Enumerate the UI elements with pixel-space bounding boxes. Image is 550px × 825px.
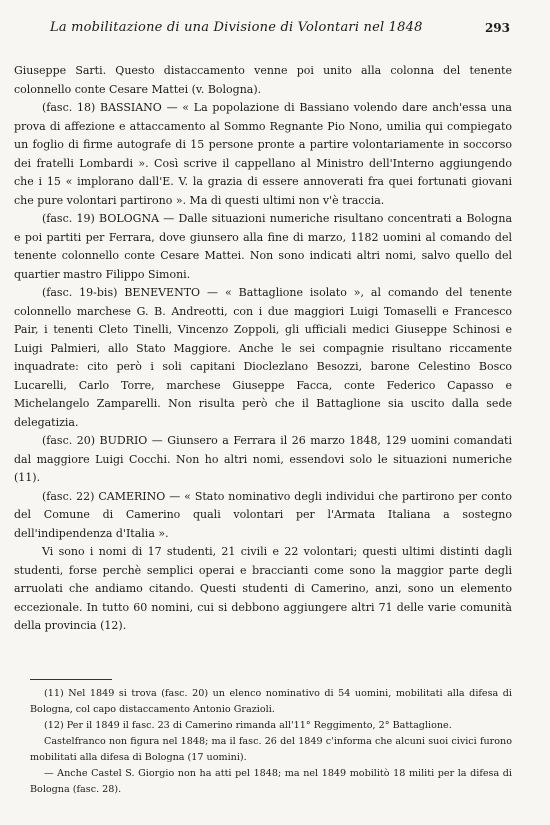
paragraph-sarti: Giuseppe Sarti. Questo distaccamento venne poi unito alla colonna del tenente colonnello conte Cesare Mattei (v. Bologna). bbox=[14, 64, 512, 96]
paragraph-bassiano: (fasc. 18) BASSIANO — « La popolazione di Bassiano volendo dare anch'essa una prova di affezione e attaccamento al Sommo Regnante Pio Nono, umilia qui compiegato un foglio di firme autografe di 15 persone pronte a partire volontariamente in soccorso dei fratelli Lombardi ». Così scrive il cappellano al Ministro dell'Interno aggiungendo che i 15 « implorano dall'E. V. la grazia di essere annoverati fra quei fortunati giovani che pure volontari partirono ». Ma di questi ultimi non v'è traccia. bbox=[14, 101, 512, 207]
paragraph-studenti: Vi sono i nomi di 17 studenti, 21 civili e 22 volontari; questi ultimi distinti dagli studenti, forse perchè semplici operai e braccianti come sono la maggior parte degli arruolati che andiamo citando. Questi studenti di Camerino, anzi, sono un elemento eccezionale. In tutto 60 nomini, cui si debbono aggiungere altri 71 delle varie comunità della provincia (12). bbox=[14, 545, 512, 632]
page-header bbox=[50, 20, 510, 44]
page-number: 293 bbox=[484, 21, 510, 35]
paragraph-budrio: (fasc. 20) BUDRIO — Giunsero a Ferrara il 26 marzo 1848, 129 uomini comandati dal maggiore Luigi Cocchi. Non ho altri nomi, essendovi solo le situazioni numeriche (11). bbox=[14, 434, 512, 484]
paragraph-bologna: (fasc. 19) BOLOGNA — Dalle situazioni numeriche risultano concentrati a Bologna e poi partiti per Ferrara, dove giunsero alla fine di marzo, 1182 uomini al comando del tenente colonnello conte Cesare Mattei. Non sono indicati altri nomi, salvo quello del quartier mastro Filippo Simoni. bbox=[14, 212, 512, 281]
footnotes bbox=[30, 686, 512, 798]
paragraph-camerino: (fasc. 22) CAMERINO — « Stato nominativo degli individui che partirono per conto del Comune di Camerino quali volontari per l'Armata Italiana a sostegno dell'indipendenza d'Italia ». bbox=[14, 489, 512, 540]
paragraph-benevento: (fasc. 19-bis) BENEVENTO — « Battaglione isolato », al comando del tenente colonnello marchese G. B. Andreotti, con i due maggiori Luigi Tomaselli e Francesco Pair, i tenenti Cleto Tinelli, Vincenzo Zoppoli, gli ufficiali medici Giuseppe Schinosi e Luigi Palmieri, allo Stato Maggiore. Anche le sei compagnie risultano riccamente inquadrate: cito però i soli capitani Dioclezlano Besozzi, barone Celestino Bosco Lucarelli, Carlo Torre, marchese Giuseppe Facca, conte Federico Capasso e Michelangelo Zamparelli. Non risulta però che il Battaglione sia uscito dalla sede delegatizia. bbox=[14, 286, 512, 429]
body-text bbox=[14, 62, 512, 636]
footnote-divider bbox=[30, 679, 112, 680]
footnote-castelfranco: Castelfranco non figura nel 1848; ma il fasc. 26 del 1849 c'informa che alcuni suoi civici furono mobilitati alla difesa di Bologna (17 uomini). bbox=[30, 736, 512, 763]
running-title: La mobilitazione di una Divisione di Volontari nel 1848 bbox=[50, 20, 423, 35]
footnote-11: (11) Nel 1849 si trova (fasc. 20) un elenco nominativo di 54 uomini, mobilitati alla difesa di Bologna, col capo distaccamento Antonio Grazioli. bbox=[30, 688, 512, 715]
footnote-12: (12) Per il 1849 il fasc. 23 di Camerino rimanda all'11° Reggimento, 2° Battaglione. bbox=[44, 720, 452, 731]
footnote-castel-san-giorgio: — Anche Castel S. Giorgio non ha atti pel 1848; ma nel 1849 mobilitò 18 militi per la difesa di Bologna (fasc. 28). bbox=[30, 768, 512, 795]
